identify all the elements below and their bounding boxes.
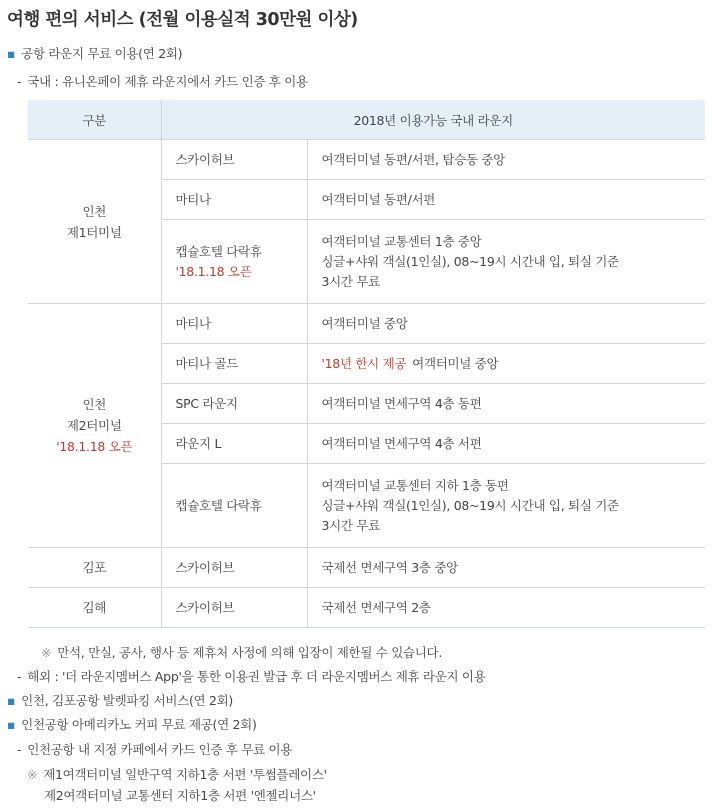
group-open-note: '18.1.18 오픈: [56, 439, 133, 454]
header-category: 구분: [28, 100, 161, 140]
coffee-heading-text: 인천공항 아메리카노 커피 무료 제공(연 2회): [21, 717, 257, 732]
lounge-name: 마티나 골드: [175, 355, 239, 371]
lounge-location-cell: [307, 424, 705, 464]
lounge-location-text: 여객터미널 면세구역 4층 동편: [321, 395, 482, 411]
lounge-name: 캡슐호텔 다락휴: [175, 497, 262, 513]
table-row: [28, 588, 705, 628]
lounge-location-line: [322, 434, 706, 454]
bullet-icon: ▪: [7, 693, 16, 708]
lounge-location-text: 여객터미널 교통센터 지하 1층 동편: [321, 477, 509, 493]
dash-icon: -: [17, 669, 22, 684]
header-lounges: 2018년 이용가능 국내 라운지: [161, 100, 705, 140]
lounge-name-cell: [161, 304, 307, 344]
lounge-location-text: 여객터미널 동편/서편: [321, 191, 436, 207]
lounge-location-text: 싱글+샤워 객실(1인실), 08~19시 시간내 입, 퇴실 기준: [321, 253, 619, 269]
lounge-name-cell: [161, 140, 307, 180]
lounge-limited-note: '18년 한시 제공: [321, 355, 407, 371]
lounge-location-line: [322, 150, 706, 170]
lounge-location-text: 싱글+샤워 객실(1인실), 08~19시 시간내 입, 퇴실 기준: [321, 497, 619, 513]
group-label-cell: [28, 548, 161, 588]
table-row: [28, 548, 705, 588]
coffee-note-2: [44, 786, 316, 804]
overseas-line: [17, 667, 485, 685]
lounge-location-line: [322, 598, 706, 618]
restriction-note-text: 만석, 만실, 공사, 행사 등 제휴처 사정에 의해 입장이 제한될 수 있습니다.: [57, 645, 442, 660]
restriction-note: [41, 643, 442, 661]
lounge-heading-text: 공항 라운지 무료 이용(연 2회): [21, 46, 183, 61]
lounge-location-text: 국제선 면세구역 2층: [321, 599, 431, 615]
coffee-line-text: 인천공항 내 지정 카페에서 카드 인증 후 무료 이용: [27, 742, 293, 757]
lounge-table: [28, 100, 705, 628]
lounge-location-text: 여객터미널 중앙: [321, 315, 408, 331]
lounge-location-text: 국제선 면세구역 3층 중앙: [321, 559, 458, 575]
lounge-name: 라운지 L: [175, 435, 222, 451]
lounge-location-line: [322, 232, 706, 252]
lounge-location-cell: [307, 464, 705, 548]
lounge-location-line: [322, 516, 706, 536]
lounge-location-line: [322, 252, 706, 272]
group-label-line: 인천: [82, 397, 107, 412]
group-label-line: 김포: [82, 560, 107, 575]
lounge-name-cell: [161, 424, 307, 464]
lounge-location-text: 여객터미널 교통센터 1층 중앙: [321, 233, 482, 249]
lounge-location-line: [322, 354, 706, 374]
group-label-line: 김해: [82, 600, 107, 615]
lounge-location-text: 여객터미널 동편/서편, 탑승동 중앙: [321, 151, 505, 167]
lounge-location-text: 3시간 무료: [321, 517, 380, 533]
coffee-heading: [7, 715, 257, 733]
page-title: 여행 편의 서비스 (전월 이용실적 30만원 이상): [7, 10, 358, 30]
overseas-line-text: 해외 : '더 라운지멤버스 App'을 통한 이용권 발급 후 더 라운지멤버스 제휴 라운지 이용: [27, 669, 486, 684]
lounge-name: 마티나: [175, 315, 211, 331]
lounge-name: 스카이허브: [175, 151, 235, 167]
lounge-location-cell: [307, 344, 705, 384]
lounge-name: 마티나: [175, 191, 211, 207]
lounge-location-line: [322, 314, 706, 334]
lounge-name: 캡슐호텔 다락휴: [175, 243, 262, 259]
coffee-note-1-text: 제1여객터미널 일반구역 지하1층 서편 '투썸플레이스': [43, 767, 327, 782]
valet-heading-text: 인천, 김포공항 발렛파킹 서비스(연 2회): [21, 693, 233, 708]
lounge-location-line: [322, 190, 706, 210]
domestic-line-text: 국내 : 유니온페이 제휴 라운지에서 카드 인증 후 이용: [27, 74, 308, 89]
domestic-line: [17, 72, 308, 90]
lounge-name-cell: [161, 220, 307, 304]
table-row: [28, 304, 705, 344]
group-label-line: 제2터미널: [66, 418, 122, 433]
group-label-cell: [28, 304, 161, 548]
coffee-line: [17, 740, 292, 758]
dash-icon: -: [17, 74, 22, 89]
lounge-location-line: [322, 496, 706, 516]
lounge-name-cell: [161, 180, 307, 220]
coffee-note-1: [27, 765, 327, 783]
lounge-name: 스카이허브: [175, 599, 235, 615]
lounge-location-cell: [307, 588, 705, 628]
dash-icon: -: [17, 742, 22, 757]
lounge-name: SPC 라운지: [175, 395, 238, 411]
bullet-icon: ▪: [7, 717, 16, 732]
valet-heading: [7, 691, 233, 709]
lounge-open-note: '18.1.18 오픈: [175, 263, 252, 279]
lounge-location-text: 3시간 무료: [321, 273, 380, 289]
group-label-line: 인천: [82, 203, 107, 219]
lounge-name-cell: [161, 344, 307, 384]
bullet-icon: ▪: [7, 46, 16, 61]
lounge-location-line: [322, 394, 706, 414]
lounge-location-cell: [307, 548, 705, 588]
group-label-cell: [28, 140, 161, 304]
lounge-location-cell: [307, 220, 705, 304]
lounge-name-cell: [161, 548, 307, 588]
group-label-cell: [28, 588, 161, 628]
lounge-location-cell: [307, 140, 705, 180]
lounge-heading: [7, 44, 182, 62]
table-row: [28, 140, 705, 180]
lounge-location-cell: [307, 180, 705, 220]
lounge-location-text: 여객터미널 면세구역 4층 서편: [321, 435, 482, 451]
lounge-location-line: [322, 476, 706, 496]
lounge-name: 스카이허브: [175, 559, 235, 575]
coffee-note-2-text: 제2여객터미널 교통센터 지하1층 서편 '엔젤리너스': [44, 788, 316, 803]
lounge-location-text: 여객터미널 중앙: [412, 355, 499, 371]
lounge-name-cell: [161, 384, 307, 424]
lounge-name-cell: [161, 588, 307, 628]
group-label-line: 제1터미널: [66, 224, 122, 240]
lounge-location-line: [322, 558, 706, 578]
lounge-location-cell: [307, 384, 705, 424]
lounge-location-cell: [307, 304, 705, 344]
note-mark-icon: ※: [27, 767, 38, 782]
note-mark-icon: ※: [41, 645, 52, 660]
lounge-location-line: [322, 272, 706, 292]
lounge-name-cell: [161, 464, 307, 548]
